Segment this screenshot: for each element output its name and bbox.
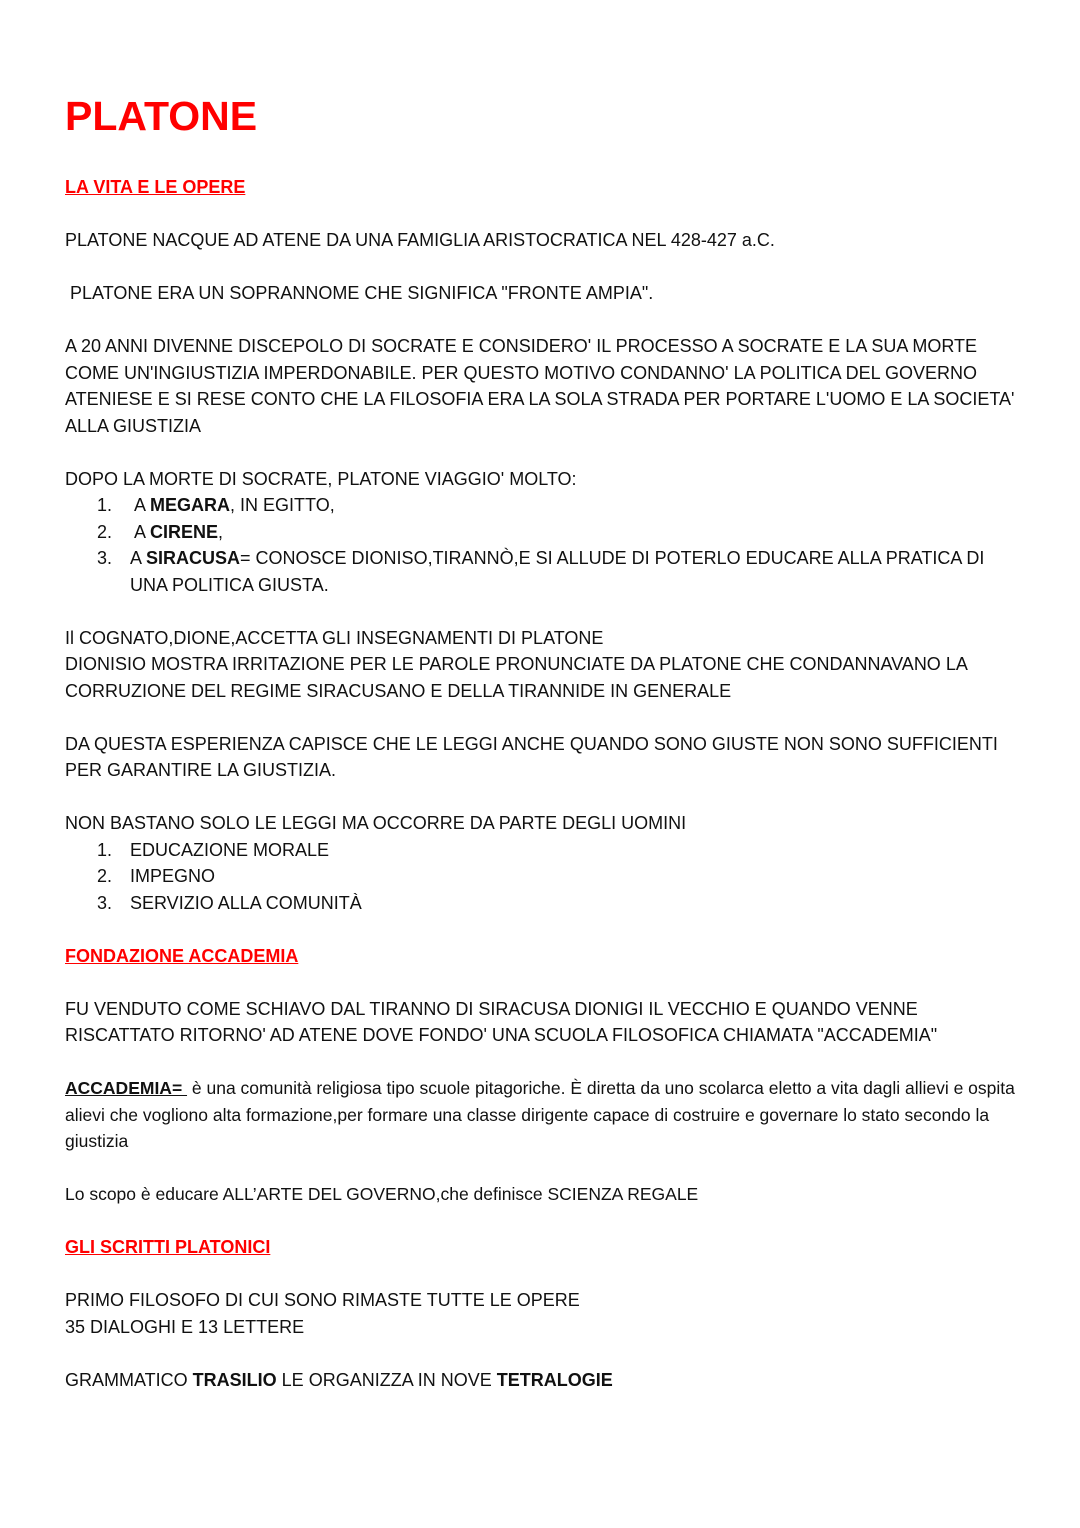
list-text: , IN EGITTO, xyxy=(230,495,335,515)
list-text: A xyxy=(130,521,151,542)
place-name: SIRACUSA xyxy=(146,548,241,568)
paragraph-schiavo: FU VENDUTO COME SCHIAVO DAL TIRANNO DI SIRACUSA DIONIGI IL VECCHIO E QUANDO VENNE RISCATTATO RITORNO' AD ATENE DOVE FONDO' UNA SCUOLA FILOSOFICA CHIAMATA "ACCADEMIA" xyxy=(65,998,938,1045)
paragraph-accademia-definition xyxy=(65,1075,1020,1155)
paragraph-nascita: PLATONE NACQUE AD ATENE DA UNA FAMIGLIA ARISTOCRATICA NEL 428-427 a.C. xyxy=(65,230,775,250)
list-item xyxy=(65,492,1020,519)
bold-name: TRASILIO xyxy=(192,1369,277,1390)
text-segment: LE ORGANIZZA IN NOVE xyxy=(276,1369,497,1390)
paragraph-tetralogie xyxy=(65,1367,1020,1394)
list-number: 2. xyxy=(97,521,113,542)
page-title: PLATONE xyxy=(65,93,258,139)
list-text: = CONOSCE DIONISO,TIRANNÒ,E SI ALLUDE DI POTERLO EDUCARE ALLA PRATICA DI UNA POLITICA GIUSTA. xyxy=(130,548,985,595)
list-text: A xyxy=(130,495,151,515)
paragraph-dialoghi: 35 DIALOGHI E 13 LETTERE xyxy=(65,1316,305,1337)
paragraph-opere: PRIMO FILOSOFO DI CUI SONO RIMASTE TUTTE LE OPERE xyxy=(65,1290,580,1310)
definition-label: ACCADEMIA= xyxy=(65,1078,188,1098)
list-text: IMPEGNO xyxy=(130,866,216,886)
list-item xyxy=(65,890,1020,917)
paragraph-dionisio: DIONISIO MOSTRA IRRITAZIONE PER LE PAROLE PRONUNCIATE DA PLATONE CHE CONDANNAVANO LA CORRUZIONE DEL REGIME SIRACUSANO E DELLA TIRANNIDE IN GENERALE xyxy=(65,654,967,701)
place-name: MEGARA xyxy=(150,495,231,515)
text-segment: GRAMMATICO xyxy=(65,1369,193,1390)
list-number: 1. xyxy=(97,495,113,515)
list-item xyxy=(65,519,1020,546)
requirements-list xyxy=(65,837,1020,917)
list-number: 3. xyxy=(97,892,113,913)
list-text: SERVIZIO ALLA COMUNITÀ xyxy=(130,892,362,913)
list-text: A xyxy=(130,548,147,568)
section-heading-accademia: FONDAZIONE ACCADEMIA xyxy=(65,945,299,966)
bold-term: TETRALOGIE xyxy=(496,1369,613,1390)
list-number: 1. xyxy=(97,839,113,860)
paragraph-dione: Il COGNATO,DIONE,ACCETTA GLI INSEGNAMENTI DI PLATONE xyxy=(65,627,604,648)
list-text: , xyxy=(218,521,224,542)
list-item xyxy=(65,863,1020,890)
paragraph-uomini: NON BASTANO SOLO LE LEGGI MA OCCORRE DA PARTE DEGLI UOMINI xyxy=(65,813,687,833)
paragraph-viaggi: DOPO LA MORTE DI SOCRATE, PLATONE VIAGGIO' MOLTO: xyxy=(65,468,577,489)
list-number: 2. xyxy=(97,866,113,886)
section-heading-vita: LA VITA E LE OPERE xyxy=(65,177,246,197)
list-item xyxy=(65,837,1020,864)
list-number: 3. xyxy=(97,548,113,568)
paragraph-scopo: Lo scopo è educare ALL’ARTE DEL GOVERNO,che definisce SCIENZA REGALE xyxy=(65,1184,699,1204)
place-name: CIRENE xyxy=(150,521,219,542)
paragraph-socrate: A 20 ANNI DIVENNE DISCEPOLO DI SOCRATE E CONSIDERO' IL PROCESSO A SOCRATE E LA SUA MORTE COME UN'INGIUSTIZIA IMPERDONABILE. PER QUESTO MOTIVO CONDANNO' LA POLITICA DEL GOVERNO ATENIESE E SI RESE CONTO CHE LA FILOSOFIA ERA LA SOLA STRADA PER PORTARE L'UOMO E LA SOCIETA' ALLA GIUSTIZIA xyxy=(65,336,1015,436)
definition-text: è una comunità religiosa tipo scuole pitagoriche. È diretta da uno scolarca eletto a vita dagli allievi e ospita alievi che vogliono alta formazione,per formare una classe dirigente capace di costruire e governare lo stato secondo la giustizia xyxy=(65,1078,1015,1151)
list-text: EDUCAZIONE MORALE xyxy=(130,839,330,860)
paragraph-soprannome: PLATONE ERA UN SOPRANNOME CHE SIGNIFICA "FRONTE AMPIA". xyxy=(65,283,654,303)
section-heading-scritti: GLI SCRITTI PLATONICI xyxy=(65,1237,271,1257)
travels-list xyxy=(65,492,1020,598)
paragraph-leggi: DA QUESTA ESPERIENZA CAPISCE CHE LE LEGGI ANCHE QUANDO SONO GIUSTE NON SONO SUFFICIENTI PER GARANTIRE LA GIUSTIZIA. xyxy=(65,733,998,780)
list-item xyxy=(65,545,1020,598)
